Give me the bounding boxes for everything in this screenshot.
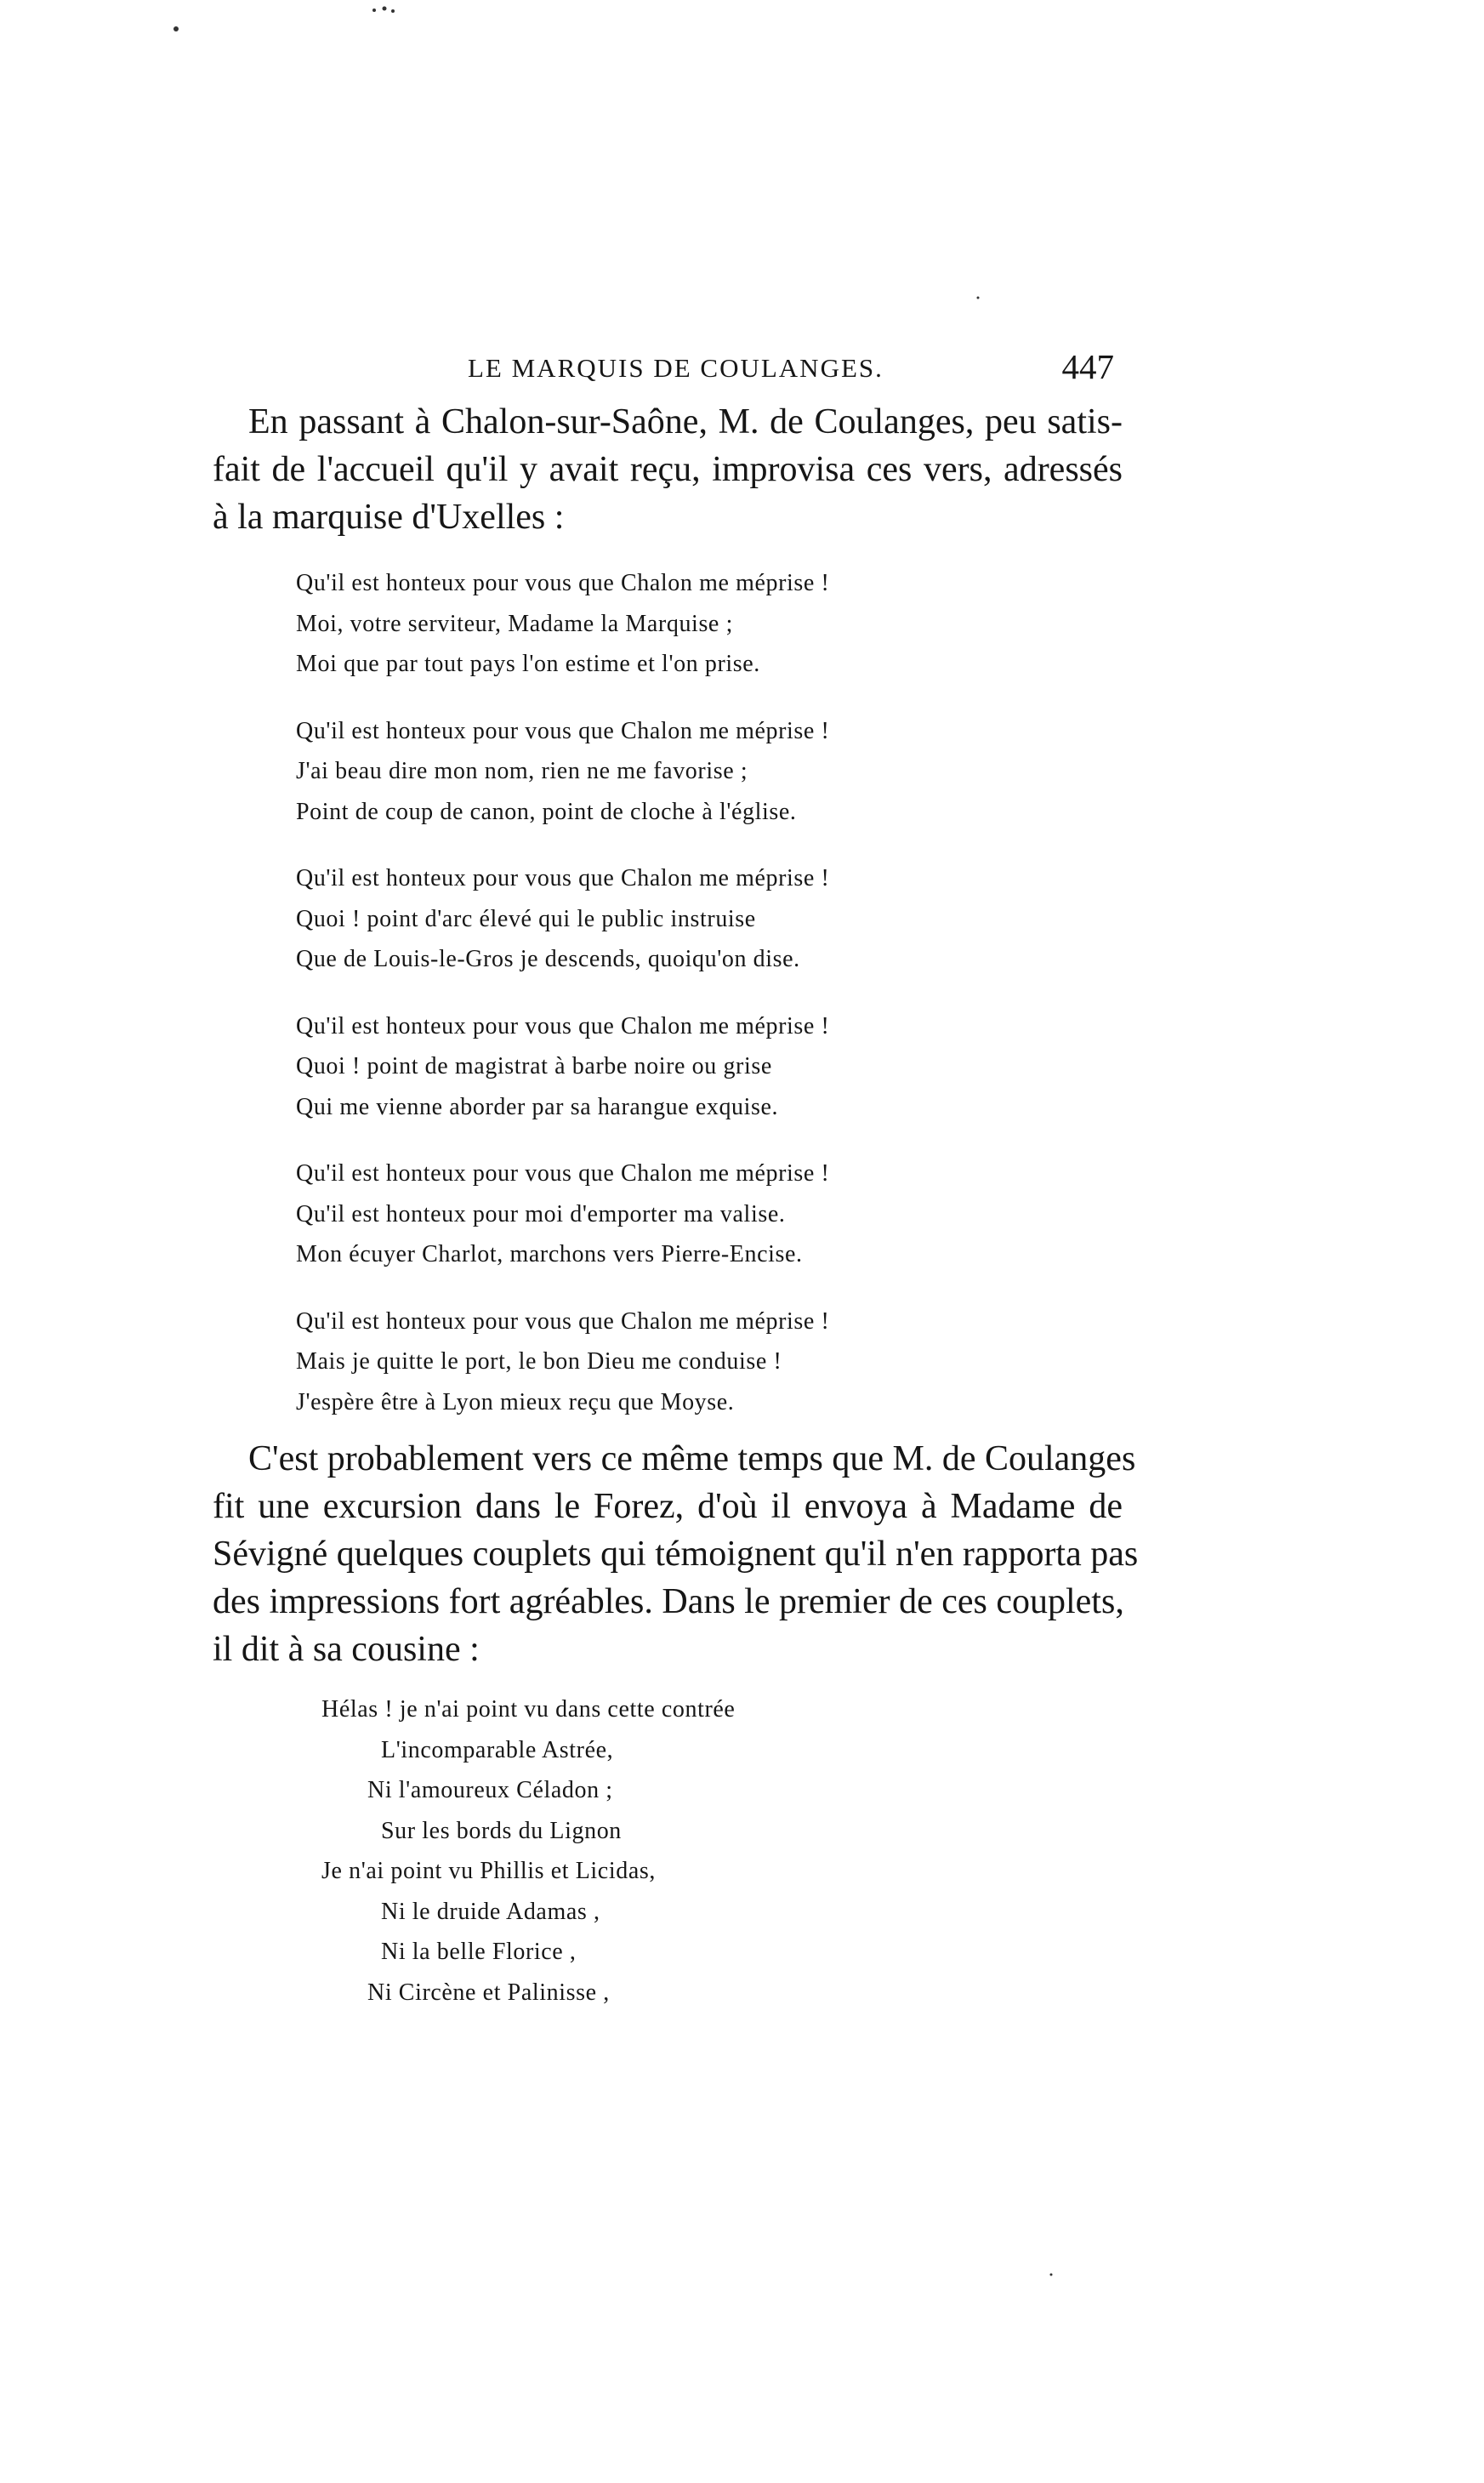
verse-line: Ni l'amoureux Céladon ; <box>367 1777 613 1803</box>
paragraph-line: fit une excursion dans le Forez, d'où il envoya à Madame de <box>213 1487 1123 1526</box>
poem-stanza <box>296 1153 1061 1275</box>
verse-line: Moi, votre serviteur, Madame la Marquise ; <box>296 610 733 637</box>
verse-line: Ni le druide Adamas , <box>381 1898 600 1925</box>
ink-speck <box>977 297 980 299</box>
couplet-forez <box>321 1689 1087 2013</box>
paragraph-line: En passant à Chalon-sur-Saône, M. de Coulanges, peu satis- <box>248 402 1123 441</box>
verse-line: Qui me vienne aborder par sa harangue exquise. <box>296 1093 779 1120</box>
paragraph-line: Sévigné quelques couplets qui témoignent qu'il n'en rapporta pas <box>213 1535 1139 1574</box>
poem-stanza <box>296 1301 1061 1423</box>
verse-line: Qu'il est honteux pour vous que Chalon me méprise ! <box>296 1012 830 1039</box>
verse-line: Mais je quitte le port, le bon Dieu me conduise ! <box>296 1348 782 1375</box>
paragraph-intro <box>213 398 1123 541</box>
verse-line: Qu'il est honteux pour vous que Chalon me méprise ! <box>296 717 830 744</box>
paragraph-line: des impressions fort agréables. Dans le premier de ces couplets, <box>213 1582 1124 1621</box>
poem-stanza <box>296 563 1061 685</box>
verse-line: Moi que par tout pays l'on estime et l'on prise. <box>296 651 760 677</box>
ink-speck <box>1050 2274 1053 2276</box>
verse-line: Ni la belle Florice , <box>381 1939 577 1965</box>
verse-line: Que de Louis-le-Gros je descends, quoiqu'on dise. <box>296 946 800 972</box>
verse-line: Qu'il est honteux pour vous que Chalon me méprise ! <box>296 570 830 596</box>
poem-stanza <box>296 1006 1061 1128</box>
verse-line: Sur les bords du Lignon <box>381 1817 622 1844</box>
verse-line: Ni Circène et Palinisse , <box>367 1979 610 2006</box>
verse-line: Quoi ! point d'arc élevé qui le public instruise <box>296 905 756 932</box>
paragraph-line: C'est probablement vers ce même temps que M. de Coulanges <box>248 1439 1136 1478</box>
page-number: 447 <box>1061 347 1114 386</box>
poem-stanza <box>296 858 1061 980</box>
ink-speck <box>383 7 387 11</box>
running-title: LE MARQUIS DE COULANGES. <box>468 353 884 383</box>
paragraph-line: fait de l'accueil qu'il y avait reçu, improvisa ces vers, adressés <box>213 450 1123 489</box>
verse-line: Qu'il est honteux pour vous que Chalon me méprise ! <box>296 865 830 891</box>
verse-line: Qu'il est honteux pour vous que Chalon me méprise ! <box>296 1307 830 1335</box>
verse-line: Mon écuyer Charlot, marchons vers Pierre-Encise. <box>296 1241 803 1267</box>
verse-line: Qu'il est honteux pour vous que Chalon me méprise ! <box>296 1160 830 1187</box>
verse-line: Je n'ai point vu Phillis et Licidas, <box>321 1858 656 1884</box>
verse-line: Quoi ! point de magistrat à barbe noire ou grise <box>296 1053 772 1079</box>
paragraph-line: il dit à sa cousine : <box>213 1630 480 1669</box>
poem-chalon <box>296 563 1061 1449</box>
verse-line: Point de coup de canon, point de cloche à l'église. <box>296 798 797 825</box>
ink-speck <box>391 9 395 13</box>
verse-line: Qu'il est honteux pour moi d'emporter ma valise. <box>296 1200 786 1227</box>
verse-line: J'espère être à Lyon mieux reçu que Moyse. <box>296 1388 735 1415</box>
paragraph-line: à la marquise d'Uxelles : <box>213 498 565 537</box>
poem-stanza <box>296 711 1061 833</box>
ink-speck <box>372 9 376 12</box>
verse-line: L'incomparable Astrée, <box>381 1736 614 1763</box>
page-header <box>213 345 1114 396</box>
paragraph-forez <box>213 1435 1139 1673</box>
ink-speck <box>173 26 179 31</box>
verse-line: Hélas ! je n'ai point vu dans cette contrée <box>321 1696 736 1723</box>
verse-line: J'ai beau dire mon nom, rien ne me favorise ; <box>296 758 748 784</box>
